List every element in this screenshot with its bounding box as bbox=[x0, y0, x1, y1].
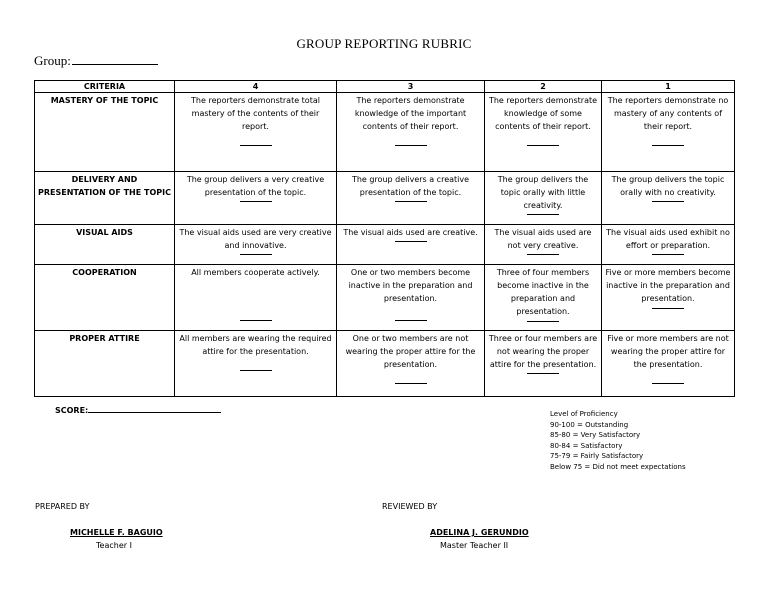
rubric-cell bbox=[175, 225, 337, 265]
header-score-4: 4 bbox=[175, 81, 337, 93]
group-blank-line bbox=[72, 52, 158, 65]
cell-text: Five or more members are not wearing the proper attire for the presentation. bbox=[607, 334, 729, 369]
proficiency-level: 75-79 = Fairly Satisfactory bbox=[550, 452, 644, 461]
points-blank-line bbox=[395, 201, 427, 202]
cell-text: The group delivers the topic orally with little creativity. bbox=[497, 175, 589, 210]
rubric-cell bbox=[602, 93, 735, 172]
criteria-cell: DELIVERY AND PRESENTATION OF THE TOPIC bbox=[35, 172, 175, 225]
points-blank-line bbox=[240, 320, 272, 321]
rubric-cell bbox=[175, 93, 337, 172]
cell-text: One or two members are not wearing the proper attire for the presentation. bbox=[345, 334, 476, 369]
cell-text: All members are wearing the required attire for the presentation. bbox=[179, 334, 332, 356]
table-row bbox=[35, 331, 735, 397]
points-blank-line bbox=[240, 201, 272, 202]
preparer-title: Teacher I bbox=[96, 541, 132, 550]
cell-text: The visual aids used are very creative and innovative. bbox=[179, 228, 332, 250]
score-field bbox=[55, 404, 221, 415]
cell-text: The reporters demonstrate knowledge of some contents of their report. bbox=[488, 96, 598, 131]
reviewer-name: ADELINA J. GERUNDIO bbox=[430, 528, 529, 537]
points-blank-line bbox=[395, 383, 427, 384]
cell-text: The visual aids used are creative. bbox=[343, 228, 478, 237]
cell-text: The reporters demonstrate knowledge of the important contents of their report. bbox=[354, 96, 467, 131]
cell-text: Three or four members are not wearing the proper attire for the presentation. bbox=[488, 334, 598, 369]
points-blank-line bbox=[240, 145, 272, 146]
proficiency-level: 90-100 = Outstanding bbox=[550, 420, 629, 429]
rubric-cell bbox=[602, 225, 735, 265]
criteria-cell: PROPER ATTIRE bbox=[35, 331, 175, 397]
proficiency-level: 80-84 = Satisfactory bbox=[550, 441, 623, 450]
cell-text: One or two members become inactive in the preparation and presentation. bbox=[348, 268, 473, 303]
table-row bbox=[35, 93, 735, 172]
points-blank-line bbox=[240, 254, 272, 255]
preparer-name: MICHELLE F. BAGUIO bbox=[70, 528, 163, 537]
criteria-cell: VISUAL AIDS bbox=[35, 225, 175, 265]
cell-text: Three of four members become inactive in the preparation and presentation. bbox=[496, 268, 590, 316]
proficiency-level: 85-80 = Very Satisfactory bbox=[550, 431, 641, 440]
table-row bbox=[35, 172, 735, 225]
proficiency-heading: Level of Proficiency bbox=[550, 410, 618, 418]
reviewer-title: Master Teacher II bbox=[440, 541, 509, 550]
document-title: GROUP REPORTING RUBRIC bbox=[296, 36, 472, 51]
points-blank-line bbox=[527, 373, 559, 374]
rubric-cell bbox=[602, 265, 735, 331]
score-label: SCORE: bbox=[55, 406, 89, 415]
cell-text: The visual aids used exhibit no effort or preparation. bbox=[606, 228, 730, 250]
rubric-cell bbox=[175, 172, 337, 225]
rubric-cell bbox=[485, 331, 602, 397]
rubric-cell bbox=[337, 225, 485, 265]
rubric-cell bbox=[175, 331, 337, 397]
points-blank-line bbox=[652, 145, 684, 146]
group-label: Group: bbox=[34, 53, 71, 68]
score-blank-line bbox=[88, 404, 221, 413]
rubric-cell bbox=[602, 331, 735, 397]
points-blank-line bbox=[240, 370, 272, 371]
cell-text: Five or more members become inactive in the preparation and presentation. bbox=[605, 268, 731, 303]
table-row bbox=[35, 225, 735, 265]
prepared-by-label: PREPARED BY bbox=[35, 502, 90, 511]
rubric-cell bbox=[485, 225, 602, 265]
proficiency-legend bbox=[550, 409, 686, 473]
points-blank-line bbox=[527, 145, 559, 146]
header-row bbox=[35, 81, 735, 93]
table-row bbox=[35, 265, 735, 331]
points-blank-line bbox=[652, 383, 684, 384]
points-blank-line bbox=[652, 308, 684, 309]
group-field bbox=[34, 52, 158, 69]
rubric-cell bbox=[337, 172, 485, 225]
rubric-cell bbox=[337, 331, 485, 397]
cell-text: The visual aids used are not very creative. bbox=[494, 228, 592, 250]
cell-text: The group delivers the topic orally with no creativity. bbox=[611, 175, 725, 197]
proficiency-level: Below 75 = Did not meet expectations bbox=[550, 462, 686, 471]
rubric-cell bbox=[337, 93, 485, 172]
header-score-3: 3 bbox=[337, 81, 485, 93]
points-blank-line bbox=[395, 320, 427, 321]
rubric-cell bbox=[175, 265, 337, 331]
points-blank-line bbox=[395, 241, 427, 242]
reviewed-by-label: REVIEWED BY bbox=[382, 502, 438, 511]
cell-text: All members cooperate actively. bbox=[191, 268, 320, 277]
points-blank-line bbox=[527, 321, 559, 322]
cell-text: The group delivers a very creative presentation of the topic. bbox=[186, 175, 325, 197]
criteria-cell: COOPERATION bbox=[35, 265, 175, 331]
points-blank-line bbox=[527, 254, 559, 255]
points-blank-line bbox=[652, 254, 684, 255]
rubric-cell bbox=[485, 93, 602, 172]
header-score-1: 1 bbox=[602, 81, 735, 93]
header-criteria: CRITERIA bbox=[35, 81, 175, 93]
header-score-2: 2 bbox=[485, 81, 602, 93]
rubric-table bbox=[34, 80, 735, 397]
rubric-cell bbox=[485, 172, 602, 225]
cell-text: The group delivers a creative presentation of the topic. bbox=[351, 175, 470, 197]
rubric-cell bbox=[485, 265, 602, 331]
criteria-cell: MASTERY OF THE TOPIC bbox=[35, 93, 175, 172]
cell-text: The reporters demonstrate total mastery of the contents of their report. bbox=[191, 96, 320, 131]
points-blank-line bbox=[527, 214, 559, 215]
cell-text: The reporters demonstrate no mastery of any contents of their report. bbox=[607, 96, 729, 131]
rubric-cell bbox=[337, 265, 485, 331]
rubric-cell bbox=[602, 172, 735, 225]
points-blank-line bbox=[652, 201, 684, 202]
points-blank-line bbox=[395, 145, 427, 146]
